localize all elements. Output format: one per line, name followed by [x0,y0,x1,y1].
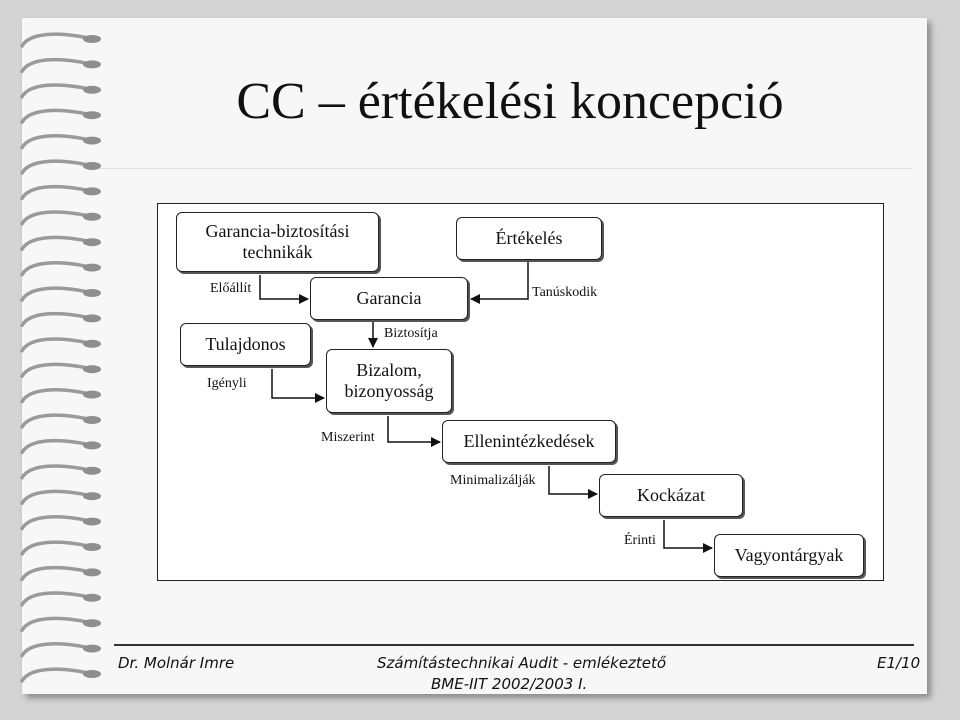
edge-label-eloallit: Előállít [210,281,252,296]
binding-ring [22,263,101,275]
binding-ring [22,187,101,199]
footer-course-line2: BME-IIT 2002/2003 I. [431,675,588,693]
binding-ring [22,339,101,351]
node-kockazat: Kockázat [599,474,743,517]
binding-ring [22,60,101,72]
binding-ring [22,85,101,97]
binding-ring [22,644,101,656]
binding-ring [22,618,101,630]
binding-ring [22,364,101,376]
binding-ring [22,466,101,478]
binding-ring [22,161,101,173]
node-vagyontargyak: Vagyontárgyak [714,534,864,577]
node-garancia-technikak: Garancia-biztosítási technikák [176,212,379,272]
node-ellenintezkedesek: Ellenintézkedések [442,420,616,463]
binding-ring [22,390,101,402]
title-divider [100,168,912,169]
binding-ring [22,314,101,326]
binding-ring [22,415,101,427]
binding-ring [22,237,101,249]
binding-ring [22,669,101,681]
binding-ring [22,212,101,224]
binding-ring [22,491,101,503]
binding-ring [22,441,101,453]
edge-label-erinti: Érinti [624,533,656,548]
footer-page-number: E1/10 [877,654,921,672]
footer-author: Dr. Molnár Imre [118,654,235,672]
binding-ring [22,110,101,122]
footer-course-line1: Számítástechnikai Audit - emlékeztető [377,654,667,672]
binding-ring [22,568,101,580]
edge-label-igenyli: Igényli [207,376,247,391]
node-bizalom: Bizalom, bizonyosság [326,349,452,413]
edge-label-minimalizaljak: Minimalizálják [450,473,536,488]
binding-ring [22,517,101,529]
node-garancia: Garancia [310,277,468,320]
binding-ring [22,593,101,605]
binding-ring [22,542,101,554]
edge-label-biztositja: Biztosítja [384,326,438,341]
edge-label-miszerint: Miszerint [321,430,375,445]
binding-ring [22,34,101,46]
binding-ring [22,136,101,148]
node-ertekeles: Értékelés [456,217,602,260]
slide-title: CC – értékelési koncepció [236,73,784,130]
edge-label-tanuskodik: Tanúskodik [532,285,598,300]
node-tulajdonos: Tulajdonos [180,323,311,366]
binding-ring [22,288,101,300]
footer-divider [114,644,914,646]
